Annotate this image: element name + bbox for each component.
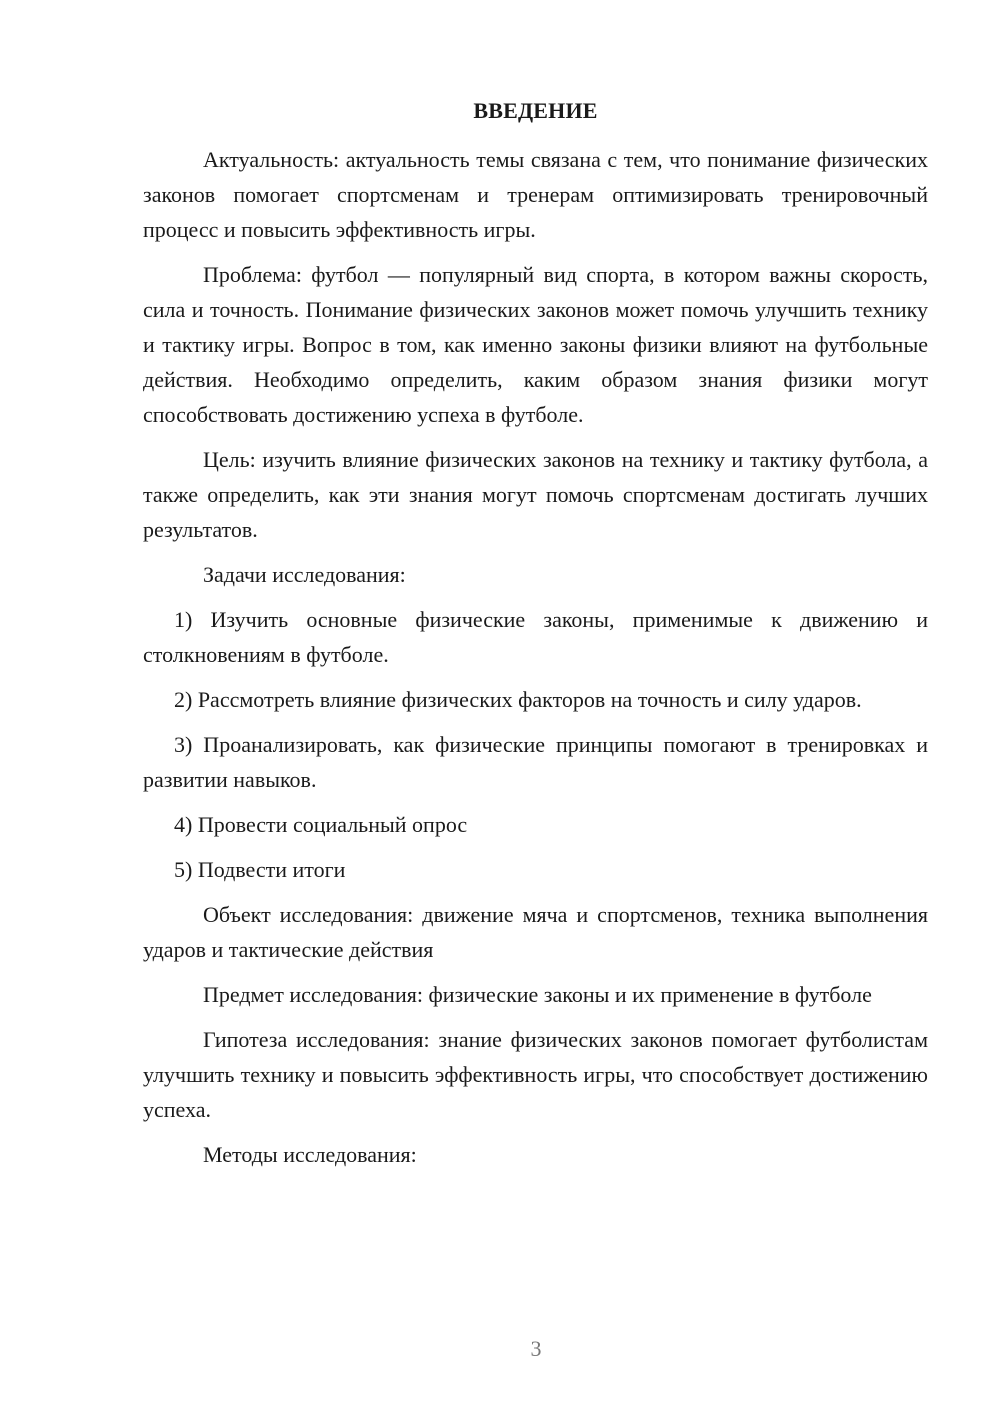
document-page — [143, 96, 928, 1182]
task-item-5: 5) Подвести итоги — [174, 857, 346, 882]
problem-paragraph: Проблема: футбол — популярный вид спорта, в котором важны скорость, сила и точность. Понимание физических законов может помочь улучшить технику и тактику игры. Вопрос в том, как именно законы физики влияют на футбольные действия. Необходимо определить, каким образом знания физики могут способствовать достижению успеха в футболе. — [143, 262, 928, 427]
methods-heading: Методы исследования: — [203, 1142, 417, 1167]
goal-paragraph: Цель: изучить влияние физических законов на технику и тактику футбола, а также определить, как эти знания могут помочь спортсменам достигать лучших результатов. — [143, 447, 928, 542]
task-item-2: 2) Рассмотреть влияние физических факторов на точность и силу ударов. — [174, 687, 862, 712]
page-number: 3 — [530, 1336, 542, 1361]
section-title: ВВЕДЕНИЕ — [473, 98, 598, 123]
relevance-paragraph: Актуальность: актуальность темы связана с тем, что понимание физических законов помогает спортсменам и тренерам оптимизировать тренировочный процесс и повысить эффективность игры. — [143, 147, 928, 242]
task-item-3: 3) Проанализировать, как физические принципы помогают в тренировках и развитии навыков. — [143, 732, 928, 792]
object-paragraph: Объект исследования: движение мяча и спортсменов, техника выполнения ударов и тактические действия — [143, 902, 928, 962]
tasks-heading: Задачи исследования: — [203, 562, 406, 587]
task-item-4: 4) Провести социальный опрос — [174, 812, 468, 837]
hypothesis-paragraph: Гипотеза исследования: знание физических законов помогает футболистам улучшить технику и повысить эффективность игры, что способствует достижению успеха. — [143, 1027, 928, 1122]
task-item-1: 1) Изучить основные физические законы, применимые к движению и столкновениям в футболе. — [143, 607, 928, 667]
subject-paragraph: Предмет исследования: физические законы и их применение в футболе — [203, 982, 872, 1007]
